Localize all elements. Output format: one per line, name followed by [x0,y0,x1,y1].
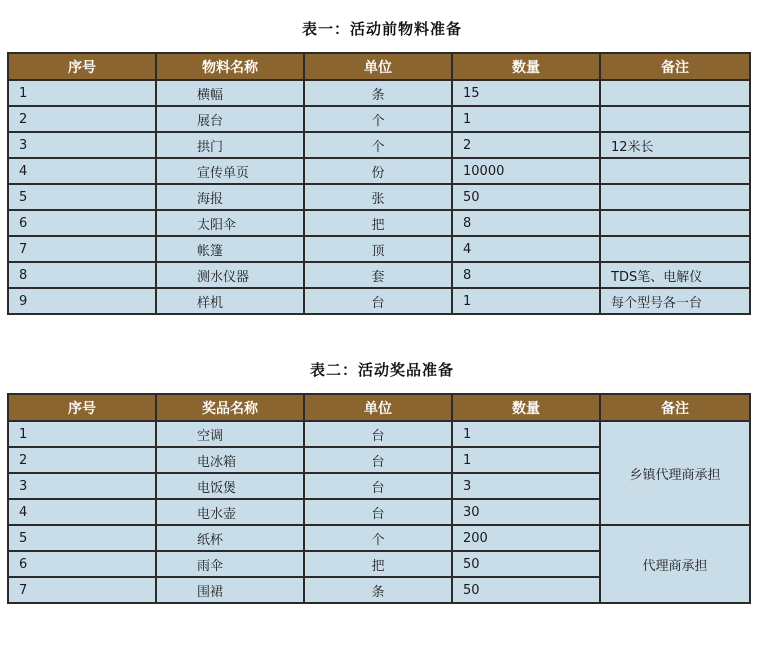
cell-qty: 50 [452,577,600,603]
cell-name: 测水仪器 [156,262,304,288]
cell-no: 3 [8,132,156,158]
table-row [8,210,750,236]
cell-qty: 1 [452,288,600,314]
cell-no: 6 [8,210,156,236]
materials-table [7,52,751,315]
cell-name: 电冰箱 [156,447,304,473]
cell-qty: 30 [452,499,600,525]
table-row [8,80,750,106]
cell-unit: 台 [304,288,452,314]
cell-note [600,80,750,106]
header-qty: 数量 [452,53,600,80]
cell-no: 1 [8,421,156,447]
header-name: 奖品名称 [156,394,304,421]
header-no: 序号 [8,394,156,421]
cell-qty: 200 [452,525,600,551]
cell-no: 4 [8,158,156,184]
cell-qty: 1 [452,447,600,473]
cell-qty: 8 [452,262,600,288]
cell-note: 12米长 [600,132,750,158]
cell-unit: 顶 [304,236,452,262]
cell-name: 拱门 [156,132,304,158]
table-header-row [8,53,750,80]
table-header-row [8,394,750,421]
cell-unit: 条 [304,80,452,106]
cell-note [600,184,750,210]
cell-name: 横幅 [156,80,304,106]
cell-note [600,158,750,184]
cell-name: 雨伞 [156,551,304,577]
cell-name: 空调 [156,421,304,447]
cell-name: 太阳伞 [156,210,304,236]
cell-no: 7 [8,577,156,603]
cell-note [600,106,750,132]
cell-note-group1: 乡镇代理商承担 [600,421,750,525]
cell-qty: 2 [452,132,600,158]
cell-no: 5 [8,525,156,551]
cell-unit: 张 [304,184,452,210]
header-note: 备注 [600,394,750,421]
cell-qty: 3 [452,473,600,499]
cell-no: 4 [8,499,156,525]
table-row [8,106,750,132]
cell-unit: 台 [304,421,452,447]
header-no: 序号 [8,53,156,80]
header-qty: 数量 [452,394,600,421]
table-row [8,158,750,184]
cell-name: 电饭煲 [156,473,304,499]
cell-name: 帐篷 [156,236,304,262]
table2-title: 表二：活动奖品准备 [309,361,454,379]
cell-no: 2 [8,106,156,132]
cell-note: 每个型号各一台 [600,288,750,314]
cell-unit: 个 [304,132,452,158]
cell-qty: 4 [452,236,600,262]
cell-unit: 台 [304,447,452,473]
header-unit: 单位 [304,394,452,421]
cell-qty: 50 [452,551,600,577]
cell-unit: 把 [304,551,452,577]
table-row [8,236,750,262]
cell-unit: 套 [304,262,452,288]
cell-name: 围裙 [156,577,304,603]
cell-name: 样机 [156,288,304,314]
header-unit: 单位 [304,53,452,80]
cell-note [600,236,750,262]
cell-name: 纸杯 [156,525,304,551]
cell-name: 电水壶 [156,499,304,525]
cell-no: 2 [8,447,156,473]
cell-name: 展台 [156,106,304,132]
table-row [8,421,750,447]
cell-unit: 把 [304,210,452,236]
table-row [8,262,750,288]
cell-qty: 8 [452,210,600,236]
cell-no: 7 [8,236,156,262]
cell-qty: 15 [452,80,600,106]
cell-note [600,210,750,236]
cell-no: 6 [8,551,156,577]
cell-unit: 份 [304,158,452,184]
cell-no: 9 [8,288,156,314]
cell-note-group2: 代理商承担 [600,525,750,603]
cell-note: TDS笔、电解仪 [600,262,750,288]
cell-no: 1 [8,80,156,106]
cell-name: 海报 [156,184,304,210]
table-row [8,525,750,551]
cell-no: 5 [8,184,156,210]
cell-no: 8 [8,262,156,288]
prizes-table [7,393,751,604]
table-row [8,184,750,210]
cell-unit: 个 [304,525,452,551]
cell-qty: 1 [452,421,600,447]
cell-qty: 1 [452,106,600,132]
header-name: 物料名称 [156,53,304,80]
cell-no: 3 [8,473,156,499]
header-note: 备注 [600,53,750,80]
cell-unit: 个 [304,106,452,132]
table1-title: 表一：活动前物料准备 [301,20,462,38]
cell-unit: 台 [304,473,452,499]
table-row [8,132,750,158]
table-row [8,288,750,314]
cell-name: 宣传单页 [156,158,304,184]
cell-unit: 台 [304,499,452,525]
cell-unit: 条 [304,577,452,603]
cell-qty: 10000 [452,158,600,184]
cell-qty: 50 [452,184,600,210]
